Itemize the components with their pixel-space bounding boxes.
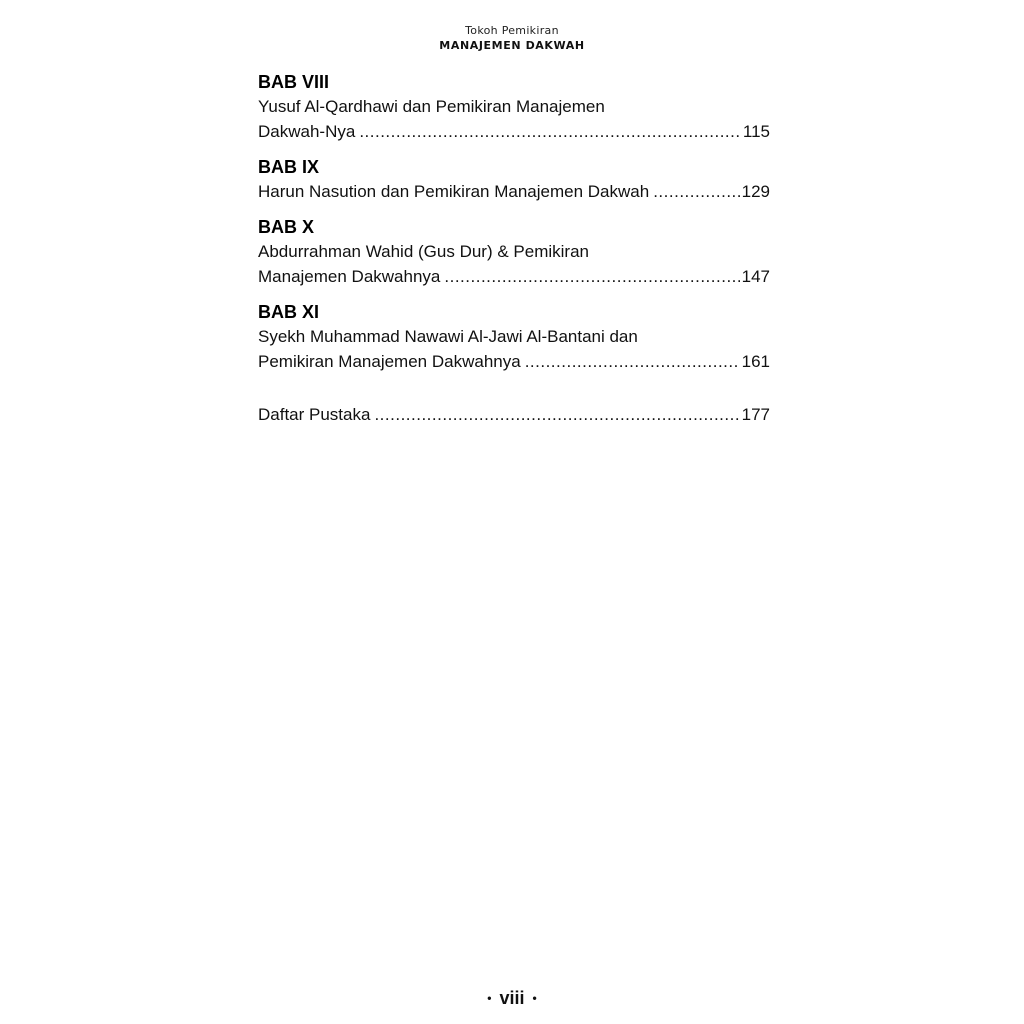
toc-chapter-x xyxy=(258,215,770,289)
chapter-label: BAB IX xyxy=(258,157,320,177)
header-subtitle: Tokoh Pemikiran xyxy=(465,24,559,37)
dot-leader xyxy=(374,402,739,427)
dot-leader xyxy=(359,119,741,144)
chapter-title-line: Abdurrahman Wahid (Gus Dur) & Pemikiran xyxy=(258,242,589,261)
toc-bibliography xyxy=(258,402,770,427)
bibliography-leader-line xyxy=(258,402,770,427)
page-reference: 147 xyxy=(741,267,770,286)
chapter-title-leader-line xyxy=(258,119,770,144)
bullet-icon: • xyxy=(532,991,537,1005)
header-title: MANAJEMEN DAKWAH xyxy=(439,39,585,52)
dot-leader xyxy=(653,179,739,204)
chapter-title-end: Pemikiran Manajemen Dakwahnya xyxy=(258,352,521,371)
page-footer xyxy=(0,988,1024,1009)
chapter-title-leader-line xyxy=(258,264,770,289)
chapter-title-leader-line xyxy=(258,349,770,374)
dot-leader xyxy=(444,264,739,289)
page-reference: 177 xyxy=(741,405,770,424)
chapter-title-leader-line xyxy=(258,179,770,204)
toc-chapter-xi xyxy=(258,300,770,374)
page-reference: 115 xyxy=(742,122,770,141)
bibliography-label: Daftar Pustaka xyxy=(258,405,371,424)
page-reference: 129 xyxy=(741,182,770,201)
table-of-contents xyxy=(258,70,770,427)
dot-leader xyxy=(525,349,740,374)
toc-chapter-ix xyxy=(258,155,770,204)
chapter-label: BAB VIII xyxy=(258,72,330,92)
bullet-icon: • xyxy=(487,991,492,1005)
page-number: viii xyxy=(499,988,525,1008)
chapter-label: BAB X xyxy=(258,217,315,237)
chapter-title-end: Manajemen Dakwahnya xyxy=(258,267,441,286)
chapter-title-end: Harun Nasution dan Pemikiran Manajemen Dakwah xyxy=(258,182,650,201)
toc-chapter-viii xyxy=(258,70,770,144)
chapter-label: BAB XI xyxy=(258,302,320,322)
running-header xyxy=(0,24,1024,53)
page-reference: 161 xyxy=(741,352,770,371)
chapter-title-line: Syekh Muhammad Nawawi Al-Jawi Al-Bantani dan xyxy=(258,327,638,346)
chapter-title-end: Dakwah-Nya xyxy=(258,122,356,141)
chapter-title-line: Yusuf Al-Qardhawi dan Pemikiran Manajemen xyxy=(258,97,605,116)
